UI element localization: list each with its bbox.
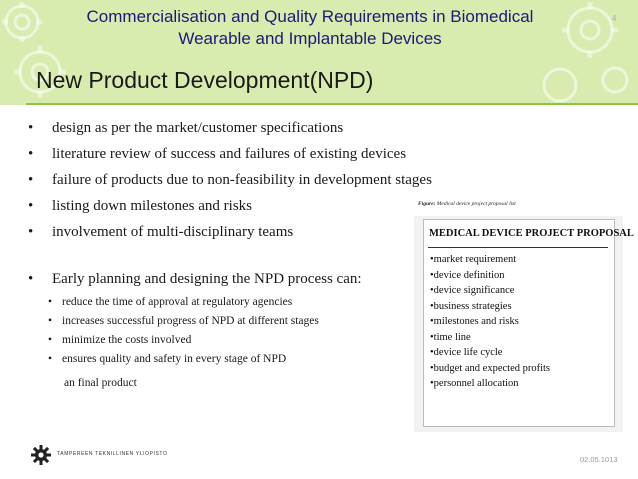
sub-list-item-text: ensures quality and safety in every stage of NPD	[62, 353, 287, 365]
figure-title: MEDICAL DEVICE PROJECT PROPOSAL	[429, 228, 634, 239]
figure-list-item: •personnel allocation	[430, 378, 519, 389]
figure-image	[414, 216, 634, 432]
figure-list-item: •time line	[430, 331, 471, 343]
early-planning-text: Early planning and designing the NPD process can:	[52, 271, 362, 287]
slide-title: New Product Development(NPD)	[36, 67, 374, 93]
figure-list-item: •market requirement	[430, 254, 517, 265]
page-number: 4	[612, 14, 617, 23]
footer-date: 02.05.1013	[580, 455, 618, 464]
bullet-icon: •	[48, 315, 53, 327]
bullet-icon: •	[48, 334, 53, 346]
bullet-icon: •	[28, 198, 34, 214]
bullet-icon: •	[48, 296, 53, 308]
sub-list-continuation: an final product	[64, 377, 137, 389]
figure-list-item: •device life cycle	[430, 347, 503, 358]
list-item-text: design as per the market/customer specifications	[52, 120, 344, 136]
figure-list-item: •device significance	[430, 285, 515, 296]
bullet-icon: •	[28, 271, 34, 287]
sub-list-item-text: minimize the costs involved	[62, 334, 192, 346]
list-item	[28, 117, 508, 143]
sub-list-item-text: increases successful progress of NPD at different stages	[62, 315, 319, 327]
bullet-icon: •	[28, 120, 34, 136]
header-title	[60, 6, 560, 50]
figure-list-item: •milestones and risks	[430, 316, 519, 327]
list-item-text: failure of products due to non-feasibility in development stages	[52, 172, 432, 188]
bullet-icon: •	[28, 146, 34, 162]
bullet-icon: •	[28, 172, 34, 188]
list-item-text: literature review of success and failures of existing devices	[52, 146, 407, 162]
figure-list-item: •device definition	[430, 269, 505, 281]
header-title-line-2: Wearable and Implantable Devices	[178, 29, 442, 48]
figure-caption-label: Figure:	[418, 201, 436, 207]
list-item	[28, 143, 508, 169]
sub-list-item	[48, 350, 319, 369]
sub-list-item	[48, 331, 319, 350]
figure-list	[430, 252, 550, 392]
list-item-text: involvement of multi-disciplinary teams	[52, 224, 294, 240]
header-title-line-1: Commercialisation and Quality Requirements in Biomedical	[86, 7, 534, 26]
list-item-text: listing down milestones and risks	[52, 198, 252, 214]
figure-panel	[423, 219, 634, 427]
figure-divider	[428, 247, 608, 248]
sub-bullet-list	[48, 293, 319, 369]
figure-list-item: •business strategies	[430, 300, 512, 312]
sub-list-item	[48, 293, 319, 312]
tut-gear-logo-icon	[30, 444, 52, 466]
figure-caption-text: Medical device project proposal list	[436, 201, 516, 207]
sub-list-item	[48, 312, 319, 331]
early-planning-item	[28, 271, 362, 288]
list-item	[28, 169, 508, 195]
bullet-icon: •	[28, 224, 34, 240]
footer-university-name: TAMPEREEN TEKNILLINEN YLIOPISTO	[57, 451, 168, 457]
figure-list-item: •budget and expected profits	[430, 362, 551, 374]
sub-list-item-text: reduce the time of approval at regulatory agencies	[62, 296, 293, 308]
title-divider	[26, 103, 638, 105]
figure-caption	[418, 201, 516, 207]
bullet-icon: •	[48, 353, 53, 365]
